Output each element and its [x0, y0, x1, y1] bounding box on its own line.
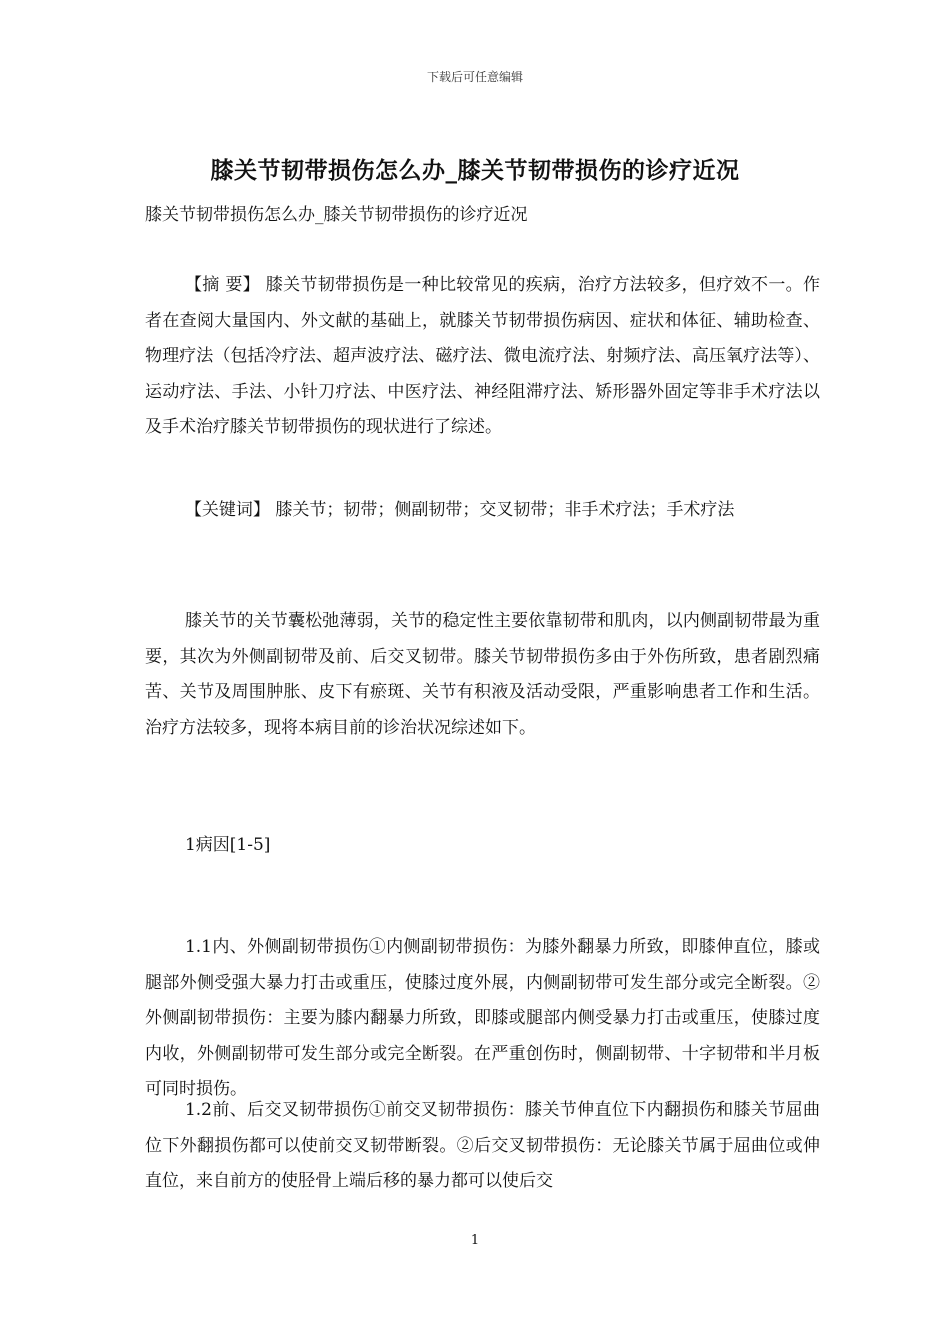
header-note: 下载后可任意编辑	[426, 70, 523, 84]
document-subtitle: 膝关节韧带损伤怎么办_膝关节韧带损伤的诊疗近况	[145, 205, 528, 225]
section-1-1-paragraph: 1.1内、外侧副韧带损伤①内侧副韧带损伤：为膝外翻暴力所致，即膝伸直位，膝或腿部外侧受强大暴力打击或重压，使膝过度外展，内侧副韧带可发生部分或完全断裂。②外侧副韧带损伤：主要为膝内翻暴力所致，即膝或腿部内侧受暴力打击或重压，使膝过度内收，外侧副韧带可发生部分或完全断裂。在严重创伤时，侧副韧带、十字韧带和半月板可同时损伤。	[145, 937, 820, 1099]
abstract-paragraph	[145, 268, 820, 446]
document-title: 膝关节韧带损伤怎么办_膝关节韧带损伤的诊疗近况	[210, 157, 740, 184]
keywords-text: 膝关节；韧带；侧副韧带；交叉韧带；非手术疗法；手术疗法	[269, 500, 735, 520]
keywords-paragraph	[145, 493, 820, 529]
abstract-text: 膝关节韧带损伤是一种比较常见的疾病，治疗方法较多，但疗效不一。作者在查阅大量国内、外文献的基础上，就膝关节韧带损伤病因、症状和体征、辅助检查、物理疗法（包括冷疗法、超声波疗法、磁疗法、微电流疗法、射频疗法、高压氧疗法等）、运动疗法、手法、小针刀疗法、中医疗法、神经阻滞疗法、矫形器外固定等非手术疗法以及手术治疗膝关节韧带损伤的现状进行了综述。	[145, 275, 820, 437]
section-1-2-paragraph: 1.2前、后交叉韧带损伤①前交叉韧带损伤：膝关节伸直位下内翻损伤和膝关节屈曲位下外翻损伤都可以使前交叉韧带断裂。②后交叉韧带损伤：无论膝关节属于屈曲位或伸直位，来自前方的使胫骨上端后移的暴力都可以使后交	[145, 1100, 820, 1191]
page-number: 1	[470, 1233, 480, 1248]
section-1-heading: 1病因[1-5]	[184, 835, 271, 855]
intro-paragraph: 膝关节的关节囊松弛薄弱，关节的稳定性主要依靠韧带和肌肉，以内侧副韧带最为重要，其次为外侧副韧带及前、后交叉韧带。膝关节韧带损伤多由于外伤所致，患者剧烈痛苦、关节及周围肿胀、皮下有瘀斑、关节有积液及活动受限，严重影响患者工作和生活。治疗方法较多，现将本病目前的诊治状况综述如下。	[145, 611, 820, 738]
abstract-label: 【摘 要】	[184, 275, 260, 295]
keywords-label: 【关键词】	[184, 500, 270, 520]
